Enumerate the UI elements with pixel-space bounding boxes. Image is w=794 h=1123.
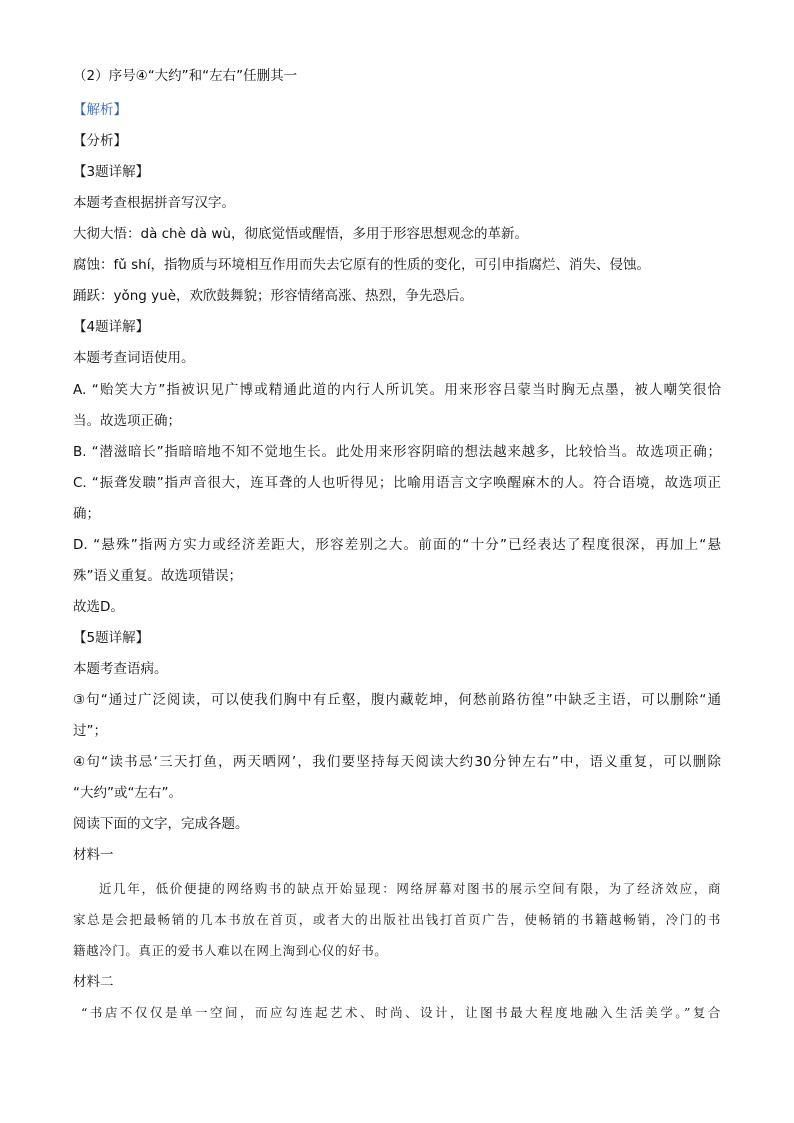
section-heading-analysis: 【解析】 <box>73 102 127 118</box>
paragraph: ③句“通过广泛阅读，可以使我们胸中有丘壑，腹内藏乾坤，何愁前路彷徨”中缺乏主语，可以删除“通 <box>73 692 721 708</box>
option-a-line: A. “贻笑大方”指被识见广博或精通此道的内行人所讥笑。用来形容吕蒙当时胸无点墨，被人嘲笑很恰 <box>73 382 721 398</box>
paragraph: 腐蚀：fǔ shí，指物质与环境相互作用而失去它原有的性质的变化，可引申指腐烂、消失、侵蚀。 <box>73 257 650 273</box>
section-heading-breakdown: 【分析】 <box>73 133 127 149</box>
paragraph: 本题考查语病。 <box>73 661 168 677</box>
material-1-text: 近几年，低价便捷的网络购书的缺点开始显现：网络屏幕对图书的展示空间有限，为了经济效应，商 <box>99 881 721 896</box>
paragraph: 阅读下面的文字，完成各题。 <box>73 816 249 832</box>
paragraph: “大约”或“左右”。 <box>73 785 182 801</box>
option-d-line: D. “悬殊”指两方实力或经济差距大，形容差别之大。前面的“十分”已经表达了程度很深，再加上“悬 <box>73 537 721 553</box>
material-1-text: 家总是会把最畅销的几本书放在首页，或者大的出版社出钱打首页广告，使畅销的书籍越畅销，冷门的书 <box>73 912 721 927</box>
paragraph: 踊跃：yǒng yuè，欢欣鼓舞貌；形容情绪高涨、热烈，争先恐后。 <box>73 288 474 304</box>
section-heading-q3: 【3题详解】 <box>73 164 150 180</box>
material-heading-1: 材料一 <box>73 847 114 863</box>
option-c-line: C. “振聋发聩”指声音很大，连耳聋的人也听得见；比喻用语言文字唤醒麻木的人。符合语境，故选项正 <box>73 475 721 491</box>
option-c-line: 确； <box>73 506 100 522</box>
paragraph: 过”； <box>73 723 107 739</box>
paragraph: ④句“读书忌‘三天打鱼，两天晒网’，我们要坚持每天阅读大约30分钟左右”中，语义重复，可以删除 <box>73 754 721 770</box>
paragraph: 本题考查词语使用。 <box>73 350 195 366</box>
section-heading-q4: 【4题详解】 <box>73 319 150 335</box>
option-d-line: 殊”语义重复。故选项错误； <box>73 568 242 584</box>
material-2-text: “书店不仅仅是单一空间，而应勾连起艺术、时尚、设计，让图书最大程度地融入生活美学。”复合 <box>81 1005 721 1020</box>
option-b-line: B. “潜滋暗长”指暗暗地不知不觉地生长。此处用来形容阴暗的想法越来越多，比较恰当。故选项正确； <box>73 444 721 460</box>
option-a-line: 当。故选项正确； <box>73 413 181 429</box>
answer-line: （2）序号④“大约”和“左右”任删其一 <box>73 68 298 84</box>
paragraph: 大彻大悟：dà chè dà wù，彻底觉悟或醒悟，多用于形容思想观念的革新。 <box>73 226 528 242</box>
section-heading-q5: 【5题详解】 <box>73 630 150 646</box>
material-heading-2: 材料二 <box>73 974 114 990</box>
paragraph: 本题考查根据拼音写汉字。 <box>73 195 235 211</box>
material-1-text: 籍越冷门。真正的爱书人难以在网上淘到心仪的好书。 <box>73 943 388 958</box>
paragraph: 故选D。 <box>73 599 124 615</box>
